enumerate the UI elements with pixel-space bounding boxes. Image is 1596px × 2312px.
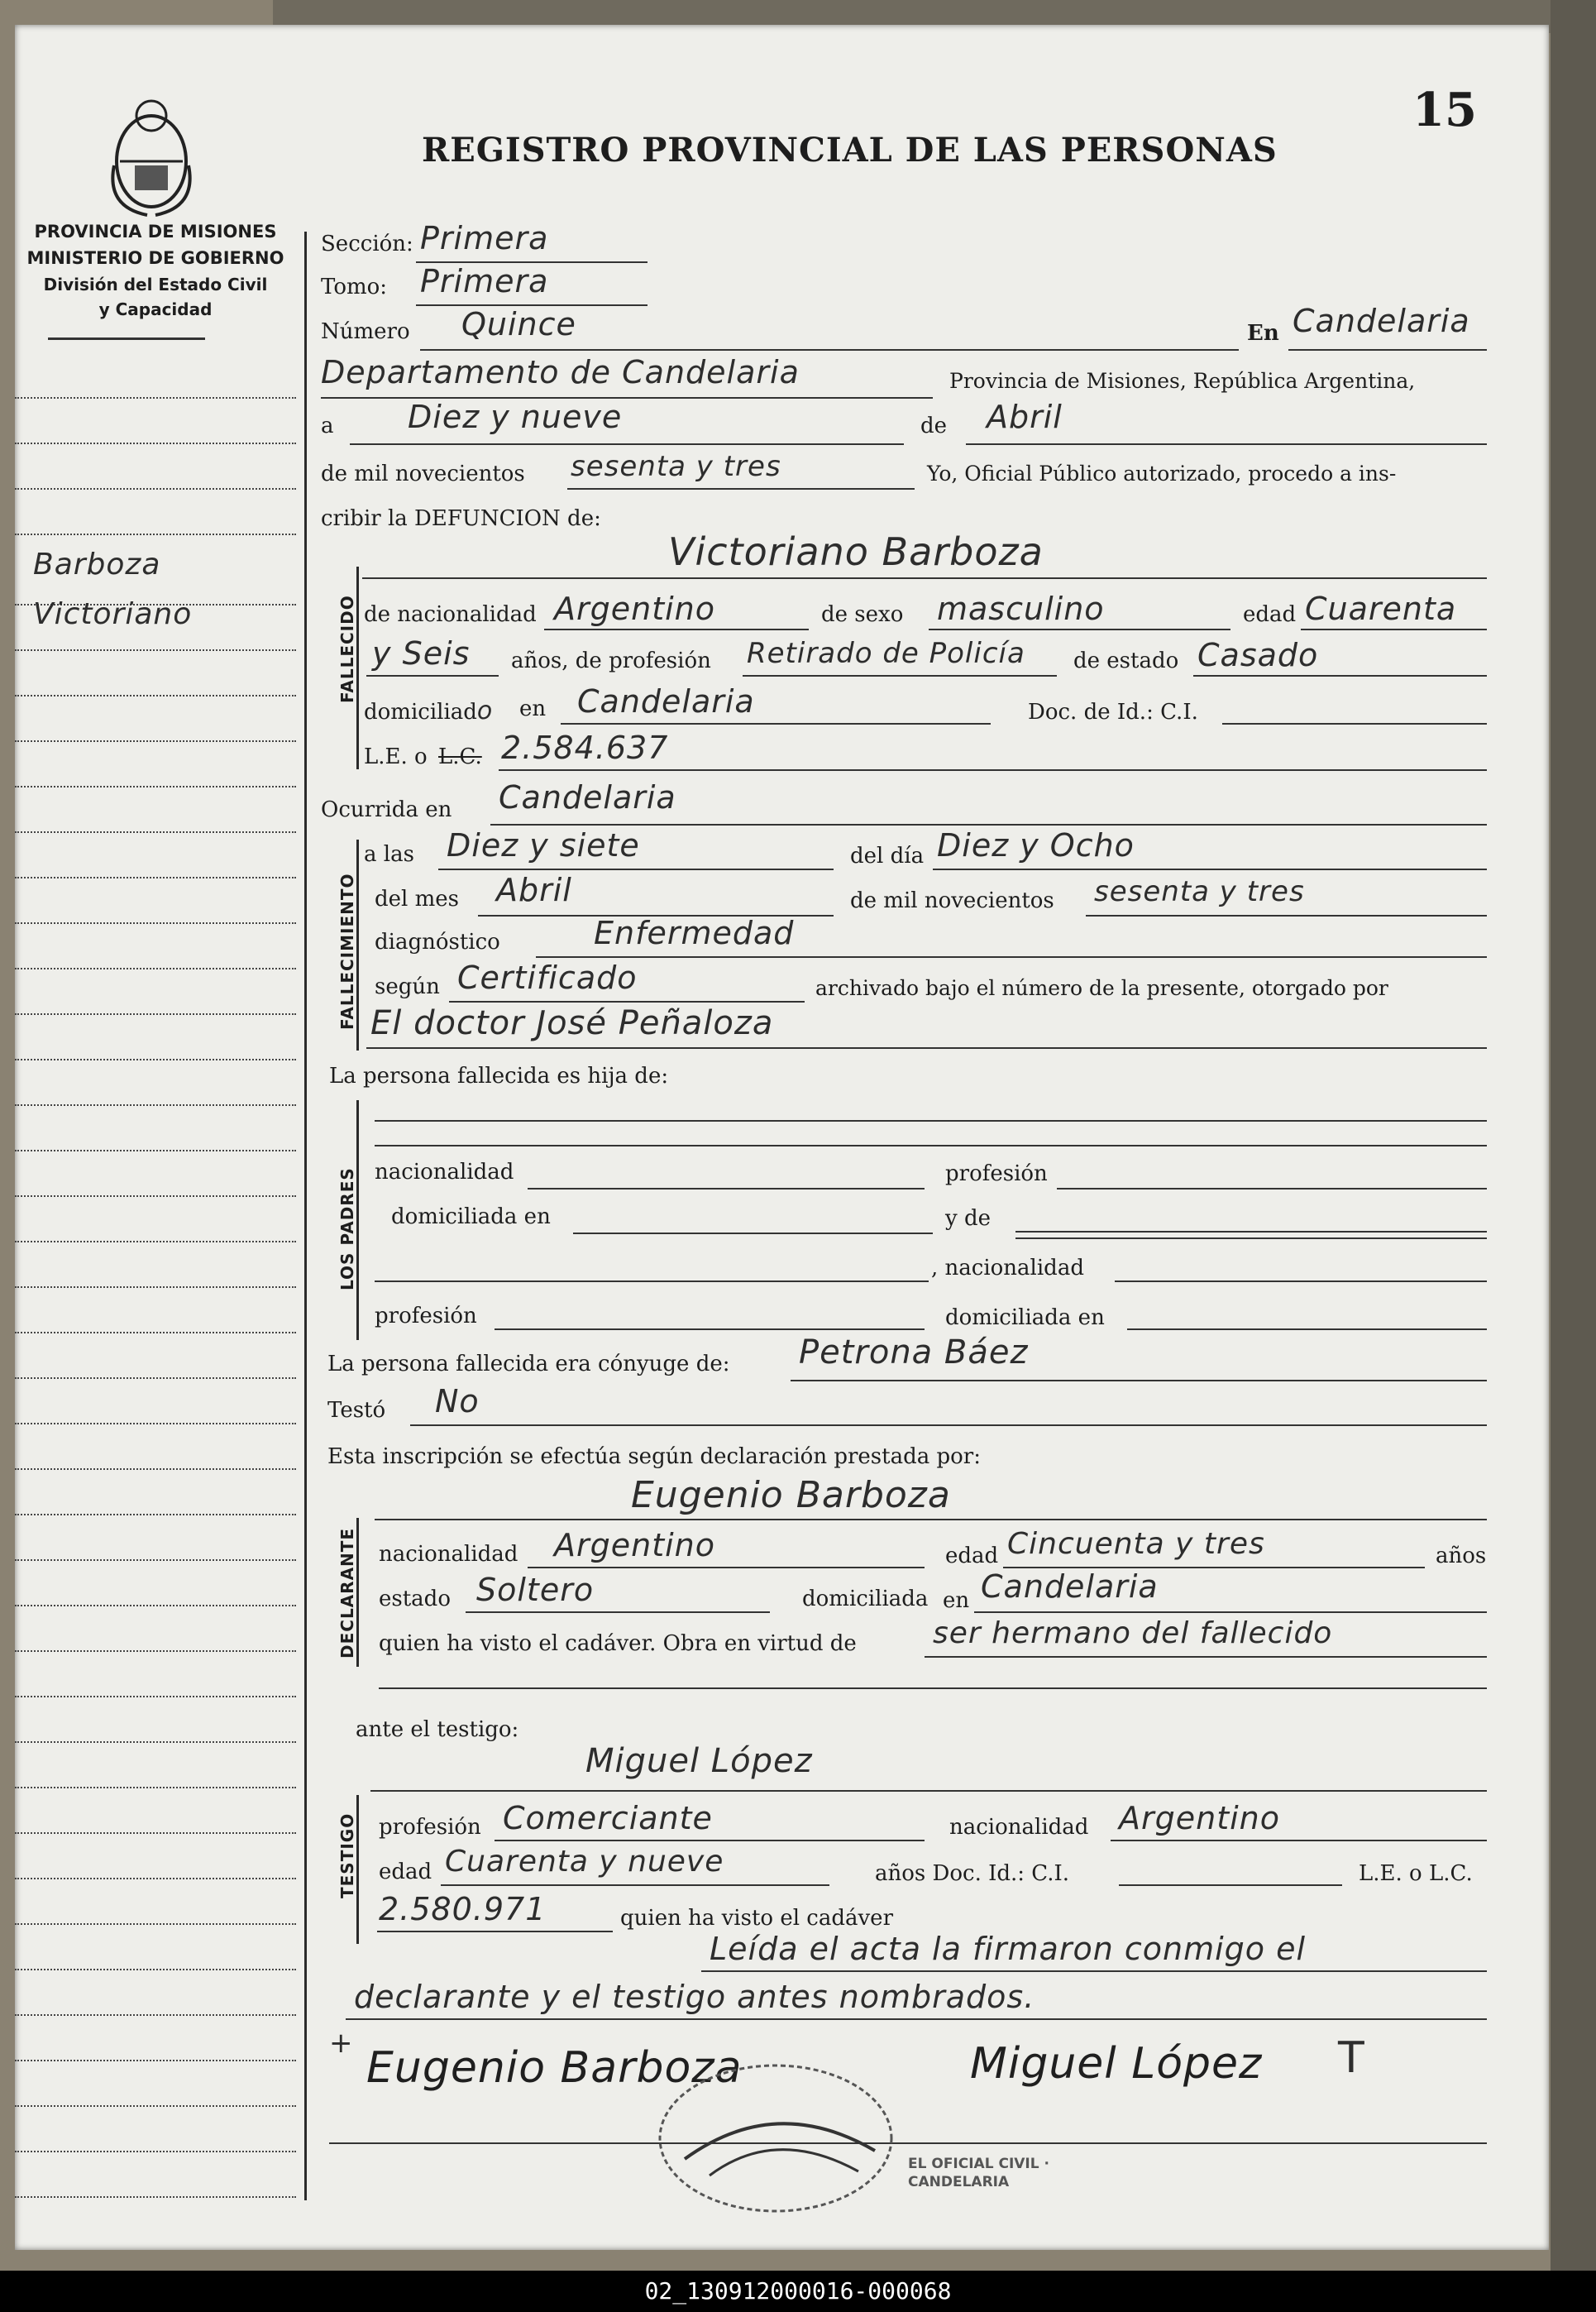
label-domiciliado: domiciliad <box>364 700 477 725</box>
value-profesion: Retirado de Policía <box>747 637 1025 670</box>
label-lc-struck: L.C. <box>438 744 482 769</box>
label-a-las: a las <box>364 842 414 867</box>
value-domicilio: Candelaria <box>577 683 755 720</box>
header-rule <box>48 337 205 340</box>
label-testo: Testó <box>327 1398 386 1423</box>
label-decl-domiciliada: domiciliada <box>802 1587 929 1611</box>
value-anio: sesenta y tres <box>571 450 781 483</box>
value-ocurrida: Candelaria <box>499 779 676 816</box>
header-division: División del Estado Civil <box>43 275 268 294</box>
footer-file-id: 02_130912000016-000068 <box>0 2271 1596 2312</box>
label-doc-id: Doc. de Id.: C.I. <box>1028 700 1198 725</box>
value-test-profesion: Comerciante <box>503 1800 713 1836</box>
value-en: Candelaria <box>1293 303 1470 339</box>
value-dia: Diez y Ocho <box>937 827 1135 864</box>
value-test-nacionalidad: Argentino <box>1119 1800 1280 1836</box>
signature-cross: + <box>329 2027 354 2060</box>
label-provincia: Provincia de Misiones, República Argentina, <box>949 369 1416 393</box>
value-edad: Cuarenta <box>1305 591 1457 627</box>
value-test-edad: Cuarenta y nueve <box>445 1845 724 1879</box>
page-title: REGISTRO PROVINCIAL DE LAS PERSONAS <box>422 131 1278 170</box>
side-label-padres: LOS PADRES <box>337 1167 357 1290</box>
label-cribir: cribir la DEFUNCION de: <box>321 506 601 531</box>
label-test-visto: quien ha visto el cadáver <box>620 1906 894 1931</box>
value-edad2: y Seis <box>372 635 471 672</box>
label-hija-de: La persona fallecida es hija de: <box>329 1064 669 1089</box>
value-decl-domicilio: Candelaria <box>981 1568 1159 1605</box>
signature-declarante: Eugenio Barboza <box>366 2043 743 2093</box>
value-mes: Abril <box>496 872 572 908</box>
label-del-mes: del mes <box>375 887 459 912</box>
value-tomo: Primera <box>420 263 549 299</box>
label-decl-anos: años <box>1436 1544 1487 1568</box>
side-label-testigo: TESTIGO <box>337 1812 357 1898</box>
value-decl-nacionalidad: Argentino <box>554 1527 715 1563</box>
label-test-nacionalidad: nacionalidad <box>949 1815 1089 1840</box>
value-test-doc: 2.580.971 <box>379 1891 547 1927</box>
label-decl-estado: estado <box>379 1587 451 1611</box>
label-madre-domiciliada: domiciliada en <box>945 1305 1105 1330</box>
coat-of-arms-icon <box>102 83 201 223</box>
label-padre-nacionalidad: nacionalidad <box>375 1160 514 1185</box>
label-test-profesion: profesión <box>379 1815 481 1840</box>
signature-testigo: Miguel López <box>970 2039 1263 2089</box>
value-deceased-name: Victoriano Barboza <box>668 529 1044 574</box>
label-ante-testigo: ante el testigo: <box>356 1717 519 1742</box>
side-label-fallecido: FALLECIDO <box>337 595 357 703</box>
register-page <box>15 25 1549 2250</box>
value-segun: Certificado <box>457 960 638 996</box>
margin-given-name: Victoriano <box>33 597 193 631</box>
value-a-dia: Diez y nueve <box>408 399 623 435</box>
header-capacity: y Capacidad <box>98 299 213 319</box>
label-en: En <box>1247 321 1279 346</box>
value-cierre1: Leída el acta la firmaron conmigo el <box>710 1931 1307 1967</box>
side-label-fallecimiento: FALLECIMIENTO <box>337 873 357 1030</box>
label-tomo: Tomo: <box>321 275 388 299</box>
label-archivado: archivado bajo el número de la presente, otorgado por <box>815 976 1388 1000</box>
label-decl-nacionalidad: nacionalidad <box>379 1542 518 1567</box>
value-decl-virtud: ser hermano del fallecido <box>933 1616 1333 1650</box>
label-padre-domiciliada: domiciliada en <box>391 1204 551 1229</box>
label-de-mil-nov: de mil novecientos <box>850 888 1054 913</box>
label-sexo: de sexo <box>821 602 904 627</box>
label-del-dia: del día <box>850 844 925 869</box>
label-en-lower: en <box>519 696 547 721</box>
label-seccion: Sección: <box>321 232 413 256</box>
value-estado: Casado <box>1197 637 1319 673</box>
label-estado: de estado <box>1073 649 1179 673</box>
value-nacionalidad: Argentino <box>554 591 715 627</box>
value-testo: No <box>435 1383 480 1419</box>
value-diagnostico: Enfermedad <box>594 915 795 951</box>
label-madre-profesion: profesión <box>375 1304 477 1328</box>
value-sexo: masculino <box>937 591 1105 627</box>
label-conyuge: La persona fallecida era cónyuge de: <box>327 1352 730 1376</box>
official-stamp-icon <box>652 2060 900 2217</box>
margin-surname: Barboza <box>33 548 161 582</box>
column-divider <box>304 232 307 2200</box>
label-y-de: y de <box>945 1206 991 1231</box>
label-test-le-lc: L.E. o L.C. <box>1359 1861 1473 1886</box>
signature-mark-icon: T <box>1338 2033 1365 2083</box>
label-domiciliado-o: o <box>476 696 494 725</box>
label-a: a <box>321 414 334 438</box>
label-decl-edad: edad <box>945 1544 999 1568</box>
label-quien-visto: quien ha visto el cadáver. Obra en virtud de <box>379 1631 857 1656</box>
label-madre-nacionalidad: , nacionalidad <box>931 1256 1084 1280</box>
value-departamento: Departamento de Candelaria <box>321 354 800 390</box>
value-numero: Quince <box>461 306 576 342</box>
binder-spine <box>1551 0 1596 2271</box>
stamp-text: EL OFICIAL CIVIL · CANDELARIA <box>908 2156 1049 2190</box>
value-de-mes: Abril <box>987 399 1063 435</box>
label-oficial: Yo, Oficial Público autorizado, procedo a ins- <box>927 462 1397 486</box>
value-cierre2: declarante y el testigo antes nombrados. <box>354 1979 1035 2015</box>
value-testigo: Miguel López <box>585 1742 813 1780</box>
label-anos-profesion: años, de profesión <box>511 649 711 673</box>
label-diagnostico: diagnóstico <box>375 930 500 955</box>
header-ministry: MINISTERIO DE GOBIERNO <box>26 248 284 268</box>
label-le-o: L.E. o <box>364 744 428 769</box>
label-decl-en: en <box>943 1588 970 1613</box>
label-de: de <box>920 414 948 438</box>
value-seccion: Primera <box>420 220 549 256</box>
value-declarante: Eugenio Barboza <box>631 1474 951 1516</box>
page-number: 15 <box>1412 83 1477 137</box>
label-test-edad: edad <box>379 1860 432 1884</box>
label-edad: edad <box>1243 602 1297 627</box>
label-segun: según <box>375 974 440 999</box>
header-province: PROVINCIA DE MISIONES <box>34 222 277 242</box>
value-decl-estado: Soltero <box>476 1572 595 1608</box>
label-inscripcion: Esta inscripción se efectúa según declaración prestada por: <box>327 1444 981 1469</box>
value-hora: Diez y siete <box>447 827 640 864</box>
value-le-numero: 2.584.637 <box>501 730 669 766</box>
side-label-declarante: DECLARANTE <box>337 1527 357 1659</box>
value-otorgado: El doctor José Peñaloza <box>370 1004 774 1042</box>
label-ocurrida: Ocurrida en <box>321 797 452 822</box>
label-de-mil: de mil novecientos <box>321 462 525 486</box>
label-padre-profesion: profesión <box>945 1161 1048 1186</box>
value-decl-edad: Cincuenta y tres <box>1007 1527 1265 1561</box>
value-anio2: sesenta y tres <box>1094 875 1305 908</box>
label-test-anos-doc: años Doc. Id.: C.I. <box>875 1861 1070 1886</box>
label-nacionalidad-de: de nacionalidad <box>364 602 537 627</box>
label-numero: Número <box>321 319 410 344</box>
value-conyuge: Petrona Báez <box>799 1333 1029 1371</box>
